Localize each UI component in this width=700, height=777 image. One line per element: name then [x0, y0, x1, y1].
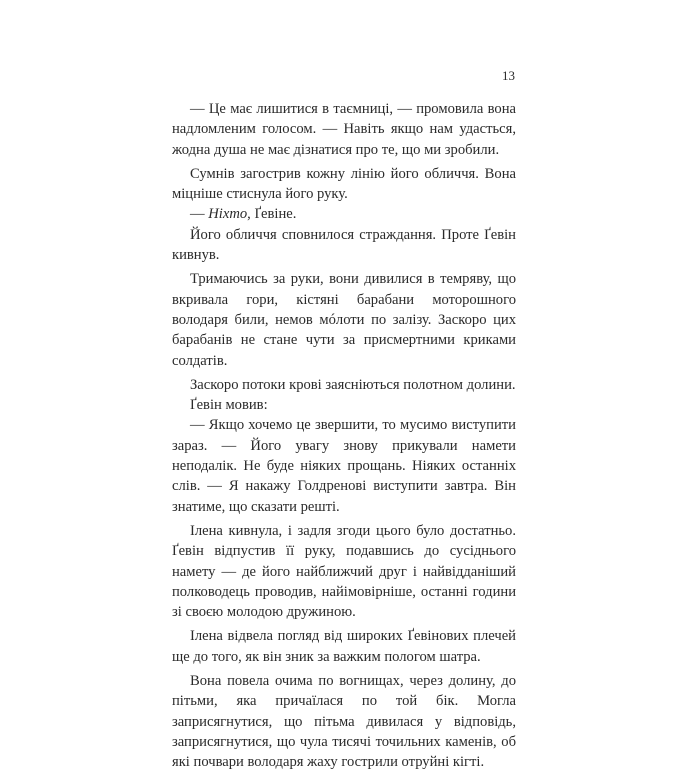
paragraph: — Це має лишитися в таємниці, — промовила вона надломленим голосом. — Навіть якщо нам удасться, жодна душа не має дізнатися про те, що ми зробили. — [172, 101, 516, 158]
paragraph: Тримаючись за руки, вони дивилися в темряву, що вкривала гори, кістяні барабани моторошного володаря били, немов мóлоти по залізу. Заскоро цих барабанів не стане чути за присмертними криками солдатів. — [172, 271, 516, 369]
paragraph: Сумнів загострив кожну лінію його обличчя. Вона міцніше стиснула його руку. — [172, 165, 516, 203]
page-number: 13 — [502, 68, 515, 83]
dialogue-line — [172, 204, 516, 224]
paragraph: Його обличчя сповнилося страждання. Проте Ґевін кивнув. — [172, 226, 516, 264]
body-text — [172, 99, 516, 777]
paragraph: Заскоро потоки крові заясніються полотном долини. — [190, 376, 516, 393]
paragraph: Ілена кивнула, і задля згоди цього було достатньо. Ґевін відпустив її руку, подавшись до сусіднього намету — де його найближчий друг і найвідданіший полководець проводив, найімовірніше, останні години зі своєю молодою дружиною. — [172, 522, 516, 621]
dialogue-rest: , Ґевіне. — [247, 206, 297, 223]
paragraph: Ґевін мовив: — [190, 397, 268, 414]
dialogue-dash: — — [190, 206, 209, 223]
paragraph: Вона повела очима по вогнищах, через долину, до пітьми, яка причаїлася по той бік. Могла заприсягнутися, що пітьма дивилася у відповідь, заприсягнутися, що чула тисячі точильних каменів, об які почвари володаря жаху гострили отруйні кігті. — [172, 673, 516, 771]
paragraph: — Якщо хочемо це звершити, то мусимо виступити зараз. — Його увагу знову прикували намети неподалік. Не буде ніяких прощань. Ніяких останніх слів. — Я накажу Голдренові виступити завтра. Він знатиме, що сказати решті. — [172, 417, 516, 515]
paragraph: Ілена відвела погляд від широких Ґевінових плечей ще до того, як він зник за важким пологом шатра. — [172, 628, 516, 665]
italic-word: Ніхто — [208, 206, 248, 223]
